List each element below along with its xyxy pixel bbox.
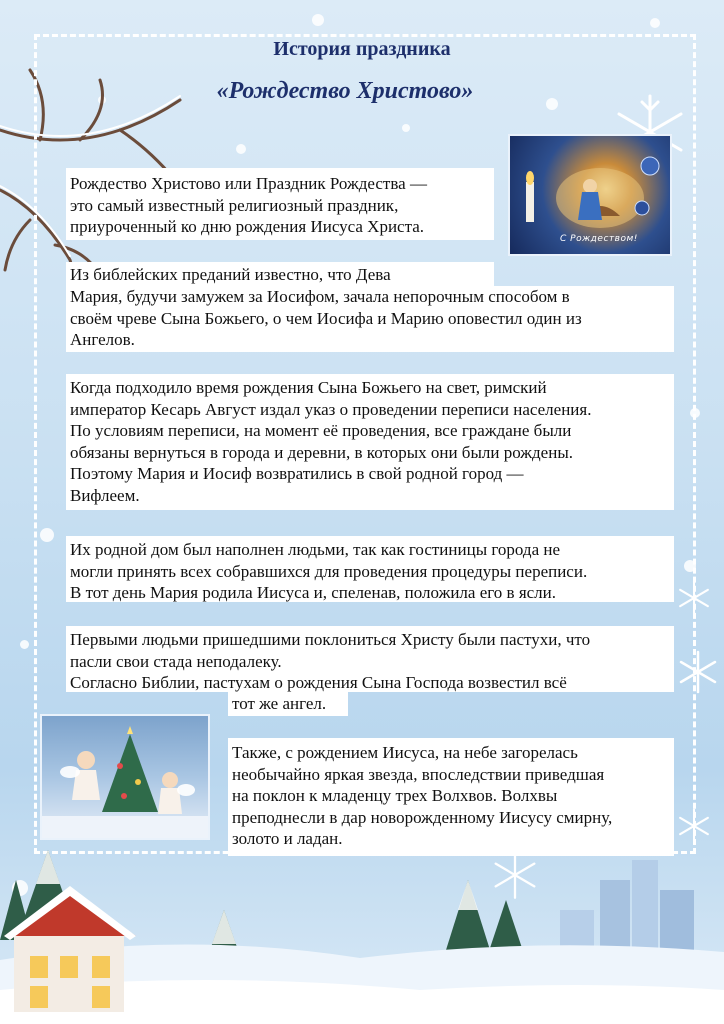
snow-dot [312, 14, 324, 26]
angels-illustration [42, 716, 208, 838]
greeting-caption: С Рождеством! [560, 234, 638, 244]
paragraph-star: Также, с рождением Иисуса, на небе загорелась необычайно яркая звезда, впоследствии приведшая на поклон к младенцу трех Волхвов. Волхвы преподнесли в дар новорожденному Иисусу смирну, золото и ладан. [232, 743, 613, 848]
paragraph-shepherds: Первыми людьми пришедшими поклониться Христу были пастухи, что пасли свои стада неподалеку. Согласно Библии, пастухам о рождения Сына Господа возвестил всё [70, 630, 591, 692]
snow-dot [20, 640, 29, 649]
snow-dot [650, 18, 660, 28]
paragraph-intro: Рождество Христово или Праздник Рождества — это самый известный религиозный праздник, приуроченный ко дню рождения Иисуса Христа. [70, 174, 427, 236]
paragraph-legend: Мария, будучи замужем за Иосифом, зачала непорочным способом в своём чреве Сына Божьего, о чем Иосифа и Марию оповестил один из Ангелов. [70, 287, 582, 349]
snowy-village-scene [0, 840, 724, 1024]
paragraph-census: Когда подходило время рождения Сына Божьего на свет, римский император Кесарь Август издал указ о проведении переписи населения. По условиям переписи, на момент её проведения, все граждане были обязаны вернуться в города и деревни, в которых они были рождены. Поэтому Мария и Иосиф возвратились в свой родной город — Вифлеем. [70, 378, 592, 505]
angels-tree-image [40, 714, 210, 840]
paragraph-birth: Их родной дом был наполнен людьми, так как гостиницы города не могли принять всех собравшихся для проведения процедуры переписи. В тот день Мария родила Иисуса и, спеленав, положила его в ясли. [70, 540, 588, 602]
page-title: История праздника [273, 38, 451, 60]
page-subtitle: «Рождество Христово» [216, 78, 474, 104]
paragraph-shepherds-tail: тот же ангел. [232, 694, 327, 713]
paragraph-legend-lead: Из библейских преданий известно, что Дева [70, 265, 391, 284]
nativity-image [508, 134, 672, 256]
